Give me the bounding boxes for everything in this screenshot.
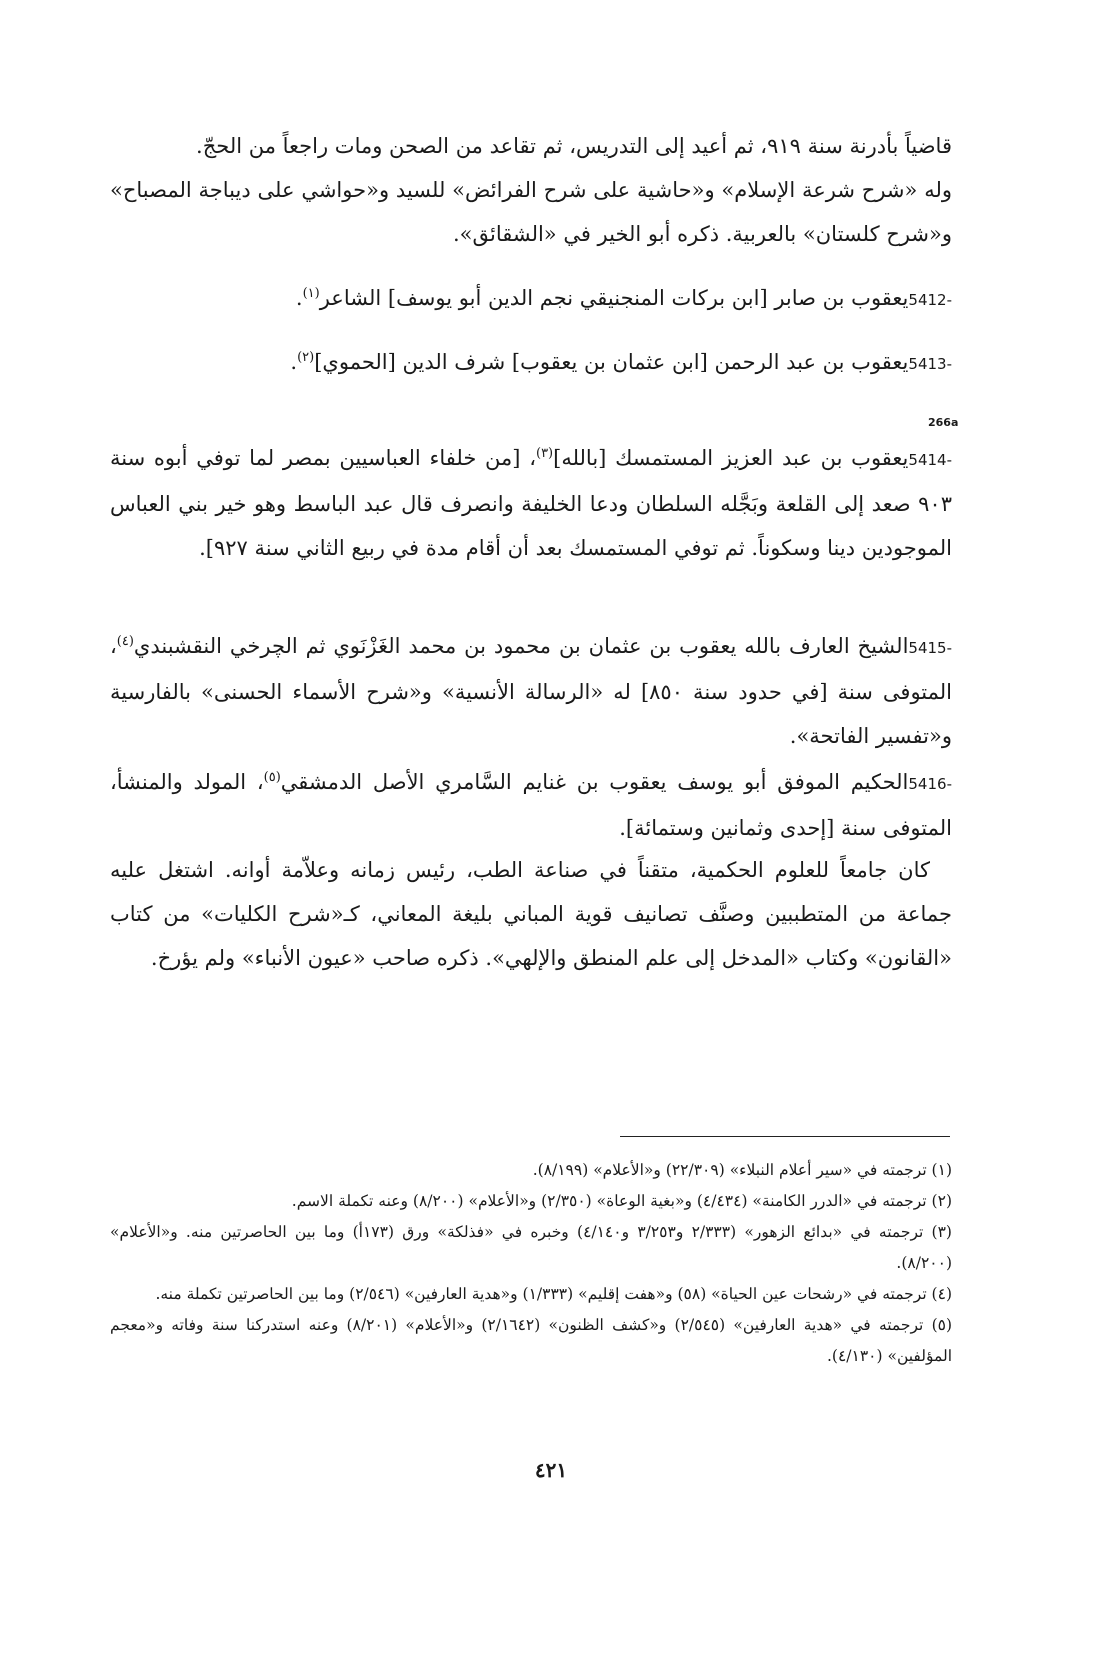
entry-number: 5413- [908, 355, 952, 373]
entry-number: 5414- [908, 451, 952, 469]
paragraph-body-5416 [110, 848, 952, 980]
footnotes [110, 1155, 952, 1372]
entry-number: 5416- [908, 775, 952, 793]
entry-5416 [110, 760, 952, 850]
paragraph-intro-2 [110, 168, 952, 256]
entry-5414 [110, 436, 952, 570]
entry-number: 5415- [908, 639, 952, 657]
footnote-1: (١) ترجمته في «سير أعلام النبلاء» (٢٢/٣٠٩) و«الأعلام» (٨/١٩٩). [532, 1161, 952, 1179]
footnote-reference: (٤) [116, 634, 134, 649]
entry-text: الشيخ العارف بالله يعقوب بن عثمان بن محمود بن محمد الغَزْنَوي ثم الچرخي النقشبندي [133, 634, 909, 658]
entry-tail: . [290, 350, 298, 374]
entry-5415 [110, 624, 952, 758]
footnote-reference: (١) [302, 286, 320, 301]
entry-tail: . [295, 286, 303, 310]
footnote-5: (٥) ترجمته في «هدية العارفين» (٢/٥٤٥) و«كشف الظنون» (٢/١٦٤٢) و«الأعلام» (٨/٢٠١) وعنه استدركنا سنة وفاته و«معجم المؤلفين» (٤/١٣٠). [110, 1316, 953, 1365]
footnote-reference: (٥) [263, 770, 281, 785]
page-number: ٤٢١ [534, 1458, 568, 1482]
entry-tail: ، المتوفى سنة [في حدود سنة ٨٥٠] له «الرسالة الأنسية» و«شرح الأسماء الحسنى» بالفارسية و«تفسير الفاتحة». [110, 634, 952, 748]
paragraph-text: قاضياً بأدرنة سنة ٩١٩، ثم أعيد إلى التدريس، ثم تقاعد من الصحن ومات راجعاً من الحجّ. [196, 134, 952, 158]
footnote-reference: (٢) [297, 350, 315, 365]
entry-text: يعقوب بن عبد العزيز المستمسك [بالله] [553, 446, 909, 470]
entry-text: الحكيم الموفق أبو يوسف يعقوب بن غنايم السَّامري الأصل الدمشقي [280, 770, 909, 794]
manuscript-folio-marker: 266a [928, 416, 959, 429]
paragraph-text: كان جامعاً للعلوم الحكمية، متقناً في صناعة الطب، رئيس زمانه وعلاّمة أوانه. اشتغل عليه جماعة من المتطببين وصنَّف تصانيف قوية المباني بليغة المعاني، كـ«شرح الكليات» من كتاب «القانون» وكتاب «المدخل إلى علم المنطق والإلهي». ذكره صاحب «عيون الأنباء» ولم يؤرخ. [110, 858, 952, 970]
entry-tail: ، المولد والمنشأ، المتوفى سنة [إحدى وثمانين وستمائة]. [110, 770, 952, 840]
entry-5412 [110, 276, 952, 322]
entry-text: يعقوب بن عبد الرحمن [ابن عثمان بن يعقوب] شرف الدين [الحموي] [314, 350, 909, 374]
entry-5413 [110, 340, 952, 386]
footnote-2: (٢) ترجمته في «الدرر الكامنة» (٤/٤٣٤) و«بغية الوعاة» (٢/٣٥٠) و«الأعلام» (٨/٢٠٠) وعنه تكملة الاسم. [291, 1192, 952, 1210]
paragraph-text: وله «شرح شرعة الإسلام» و«حاشية على شرح الفرائض» للسيد و«حواشي على ديباجة المصباح» و«شرح كلستان» بالعربية. ذكره أبو الخير في «الشقائق». [110, 178, 952, 246]
footnote-reference: (٣) [535, 446, 554, 461]
footnote-3: (٣) ترجمته في «بدائع الزهور» (٢/٣٣٣ و٣/٢٥٣ و٤/١٤٠) وخبره في «فذلكة» ورق (١٧٣أ) وما بين الحاصرتين منه. و«الأعلام» (٨/٢٠٠). [110, 1223, 952, 1272]
entry-number: 5412- [908, 291, 952, 309]
entry-tail: ، [من خلفاء العباسيين بمصر لما توفي أبوه سنة ٩٠٣ صعد إلى القلعة وبَجَّله السلطان ودعا الخليفة وانصرف قال عبد الباسط وهو خير بني العباس الموجودين دينا وسكوناً. ثم توفي المستمسك بعد أن أقام مدة في ربيع الثاني سنة ٩٢٧]. [110, 446, 952, 560]
paragraph-intro-1 [110, 124, 952, 168]
entry-text: يعقوب بن صابر [ابن بركات المنجنيقي نجم الدين أبو يوسف] الشاعر [319, 286, 909, 310]
footnote-separator [620, 1136, 950, 1137]
footnote-4: (٤) ترجمته في «رشحات عين الحياة» (٥٨) و«هفت إقليم» (١/٣٣٣) و«هدية العارفين» (٢/٥٤٦) وما بين الحاصرتين تكملة منه. [155, 1285, 952, 1303]
